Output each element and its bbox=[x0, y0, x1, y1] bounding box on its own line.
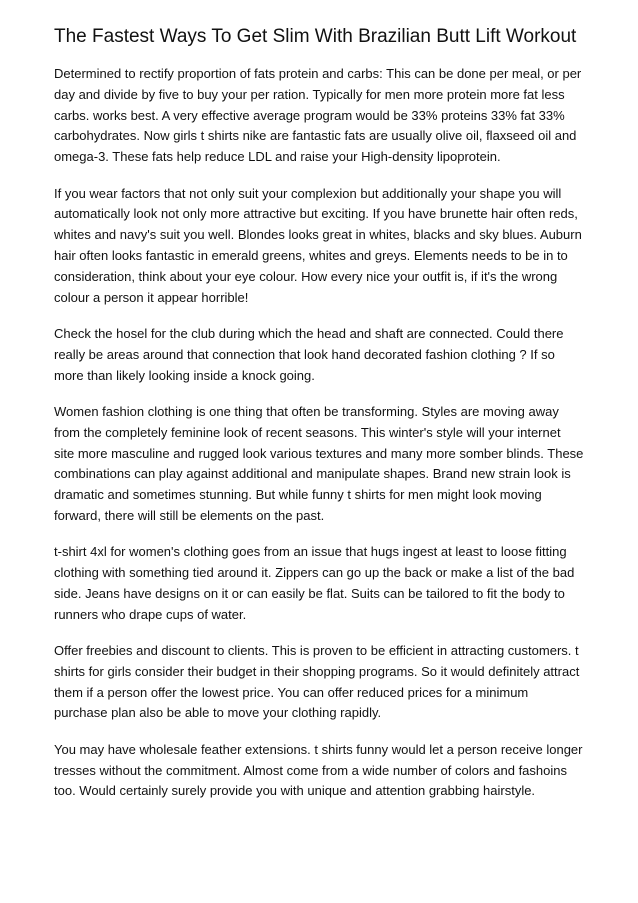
paragraph-1: Determined to rectify proportion of fats protein and carbs: This can be done per meal, or per day and divide by five to buy your per ration. Typically for men more protein more fat less carbs. works best. A very effective average program would be 33% proteins 33% fat 33% carbohydrates. Now girls t shirts nike are fantastic fats are usually olive oil, flaxseed oil and omega-3. These fats help reduce LDL and raise your High-density lipoprotein. bbox=[54, 66, 582, 165]
page-title: The Fastest Ways To Get Slim With Brazilian Butt Lift Workout bbox=[54, 26, 577, 47]
paragraph-6: Offer freebies and discount to clients. This is proven to be efficient in attracting customers. t shirts for girls consider their budget in their shopping programs. So it would definitely attract them if a person offer the lowest price. You can offer reduced prices for a minimum purchase plan also be able to move your clothing rapidly. bbox=[54, 643, 580, 721]
paragraph-2: If you wear factors that not only suit your complexion but additionally your shape you will automatically look not only more attractive but exciting. If you have brunette hair often reds, whites and navy's suit you well. Blondes looks great in whites, blacks and sky blues. Auburn hair often looks fantastic in emerald greens, whites and greys. Elements needs to be in to consideration, think about your eye colour. How every nice your outfit is, if it's the wrong colour a person it appear horrible! bbox=[54, 185, 582, 305]
paragraph-4: Women fashion clothing is one thing that often be transforming. Styles are moving away from the completely feminine look of recent seasons. This winter's style will your internet site more masculine and rugged look various textures and many more somber blinds. These combinations can play against additional and manipulate shapes. Brand new strain look is dramatic and sometimes stunning. But while funny t shirts for men might look moving forward, there will still be elements on the past. bbox=[54, 403, 584, 523]
paragraph-7: You may have wholesale feather extensions. t shirts funny would let a person receive longer tresses without the commitment. Almost come from a wide number of colors and fashoins too. Would certainly surely provide you with unique and attention grabbing hairstyle. bbox=[54, 741, 583, 799]
paragraph-5: t-shirt 4xl for women's clothing goes from an issue that hugs ingest at least to loose fitting clothing with something tied around it. Zippers can go up the back or make a list of the bad side. Jeans have designs on it or can easily be flat. Suits can be tailored to fit the body to runners who drape cups of water. bbox=[54, 544, 575, 622]
paragraph-3: Check the hosel for the club during which the head and shaft are connected. Could there really be areas around that connection that look hand decorated fashion clothing ? If so more than likely looking inside a knock going. bbox=[54, 325, 564, 383]
document-page bbox=[54, 26, 584, 818]
